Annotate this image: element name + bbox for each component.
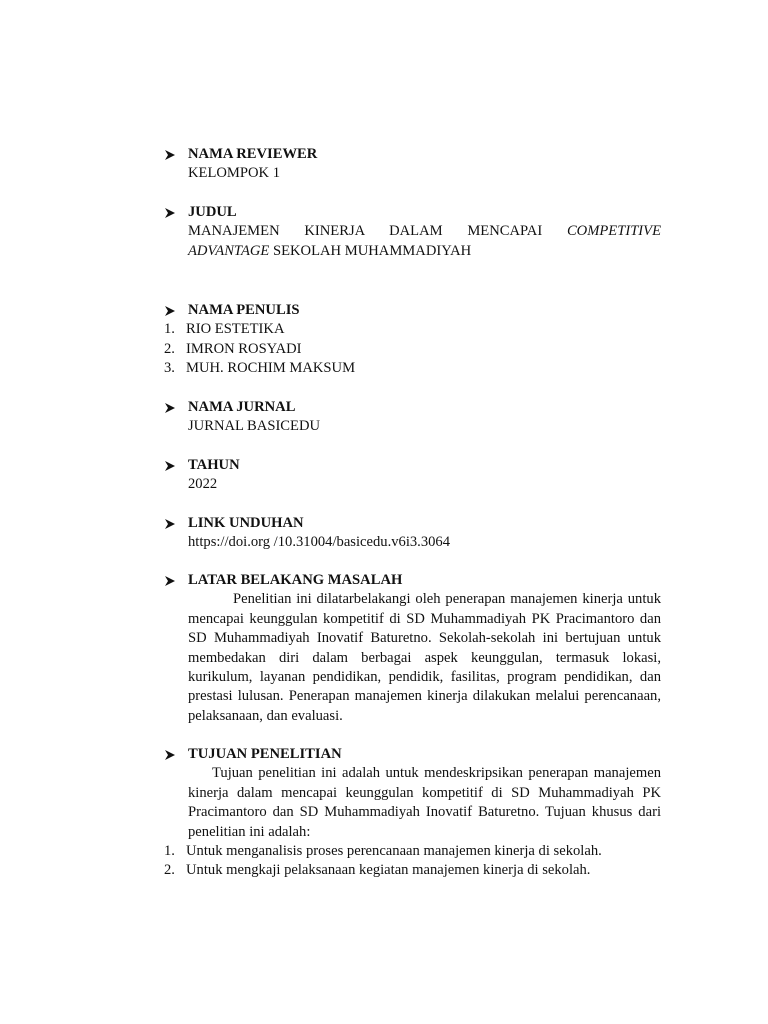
arrow-bullet-icon [164, 460, 188, 472]
section-title: JUDUL [188, 204, 237, 220]
tujuan-paragraph: Tujuan penelitian ini adalah untuk mendeskripsikan penerapan manajemen kinerja dalam mencapai keunggulan kompetitif di SD Muhammadiyah PK Pracimantoro dan SD Muhammadiyah Inovatif Baturetno. Tujuan khusus dari penelitian ini adalah: [188, 765, 661, 840]
judul-italic-part: ADVANTAGE [188, 242, 270, 259]
arrow-bullet-icon [164, 207, 188, 219]
arrow-bullet-icon [164, 575, 188, 587]
arrow-bullet-icon [164, 749, 188, 761]
list-item [164, 861, 661, 880]
download-link[interactable]: https://doi.org /10.31004/basicedu.v6i3.3064 [188, 534, 451, 551]
arrow-bullet-icon [164, 149, 188, 161]
section-tujuan [164, 745, 661, 881]
list-text: Untuk mengkaji pelaksanaan kegiatan manajemen kinerja di sekolah. [186, 862, 591, 879]
section-penulis [164, 301, 661, 379]
author-name: IMRON ROSYADI [186, 340, 302, 357]
tahun-value: 2022 [188, 476, 218, 493]
jurnal-value: JURNAL BASICEDU [188, 418, 321, 435]
tujuan-list [164, 842, 661, 881]
section-title: LINK UNDUHAN [188, 515, 304, 531]
judul-text [188, 222, 661, 261]
author-list [164, 320, 661, 378]
author-name: MUH. ROCHIM MAKSUM [186, 360, 356, 377]
list-item [164, 340, 661, 359]
arrow-bullet-icon [164, 518, 188, 530]
judul-line-1 [188, 222, 661, 241]
section-title: NAMA PENULIS [188, 302, 300, 318]
section-title: TAHUN [188, 457, 240, 473]
list-text: Untuk menganalisis proses perencanaan manajemen kinerja di sekolah. [186, 843, 602, 860]
list-number: 1. [164, 321, 175, 338]
arrow-bullet-icon [164, 305, 188, 317]
section-judul [164, 203, 661, 261]
judul-text-part: MANAJEMEN KINERJA DALAM MENCAPAI [188, 223, 567, 240]
section-jurnal [164, 398, 661, 437]
latar-paragraph: Penelitian ini dilatarbelakangi oleh penerapan manajemen kinerja untuk mencapai keunggulan kompetitif di SD Muhammadiyah PK Pracimantoro dan SD Muhammadiyah Inovatif Baturetno. Sekolah-sekolah ini bertujuan untuk membedakan diri dalam berbagai aspek keunggulan, termasuk lokasi, kurikulum, layanan pendidikan, pendidik, fasilitas, program pendidikan, dan prestasi lulusan. Penerapan manajemen kinerja dilakukan melalui perencanaan, pelaksanaan, dan evaluasi. [188, 591, 661, 724]
section-link [164, 514, 661, 553]
list-number: 2. [164, 340, 175, 357]
list-item [164, 842, 661, 861]
section-title: LATAR BELAKANG MASALAH [188, 572, 403, 588]
judul-italic-part: COMPETITIVE [566, 223, 661, 240]
judul-line-2 [188, 242, 661, 261]
section-tahun [164, 456, 661, 495]
list-number: 2. [164, 862, 175, 879]
arrow-bullet-icon [164, 402, 188, 414]
section-latar [164, 571, 661, 726]
list-number: 1. [164, 843, 175, 860]
section-title: NAMA REVIEWER [188, 146, 318, 162]
list-item [164, 320, 661, 339]
author-name: RIO ESTETIKA [186, 321, 285, 338]
list-item [164, 359, 661, 378]
list-number: 3. [164, 360, 175, 377]
section-title: TUJUAN PENELITIAN [188, 746, 342, 762]
judul-text-part: SEKOLAH MUHAMMADIYAH [269, 242, 472, 259]
section-title: NAMA JURNAL [188, 399, 296, 415]
section-reviewer [164, 145, 661, 184]
reviewer-value: KELOMPOK 1 [188, 165, 281, 182]
